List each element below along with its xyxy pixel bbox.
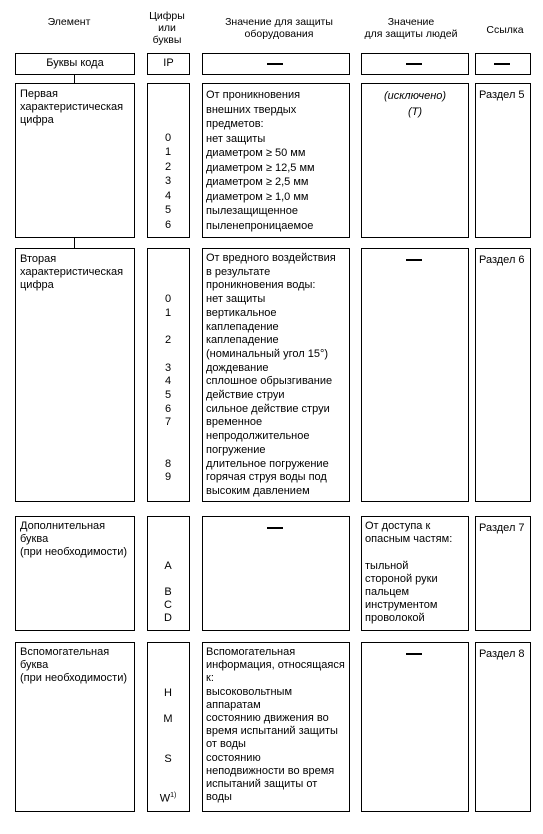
header-ref: Ссылка [486,24,524,36]
section1-label: Первая характеристическая цифра [20,88,124,126]
section3-people: От доступа к опасным частям: тыльной стороной руки пальцем инструментом проволокой [365,520,453,625]
section4-letter-m: M [163,713,173,725]
section3-ref: Раздел 7 [479,522,525,534]
section4-equipment-box [202,642,350,812]
code-equipment-box [202,53,350,75]
code-label-box [15,53,135,75]
section3-letter-d: D [164,612,172,625]
section1-digit-6: 6 [164,218,172,231]
section1-people-box [361,83,469,238]
section2-digit-4: 4 [164,375,172,388]
section4-people-box [361,642,469,812]
section2-digit-2: 2 [164,334,172,347]
section2-digit-3: 3 [164,361,172,374]
header-people: Значение для защиты людей [364,16,458,40]
section3-people-box [361,516,469,631]
code-people-dash [406,63,422,65]
connector-line-2 [74,238,75,248]
code-label: Буквы кода [46,57,104,69]
section3-equipment-box [202,516,350,631]
section4-label-box [15,642,135,812]
header-element: Элемент [47,16,91,28]
section2-digit-7: 7 [164,416,172,429]
code-ip: IP [163,57,174,69]
section1-digit-5: 5 [164,204,172,216]
section1-digits-box [147,83,190,238]
section1-equipment: От проникновения внешних твердых предметов: нет защиты диаметром ≥ 50 мм диаметром ≥ 12,5 мм диаметром ≥ 2,5 мм диаметром ≥ 1,0 мм пылезащищенное пыленепроницаемое [206,89,315,232]
section3-letter-b: B [164,586,172,598]
section1-digit-0: 0 [164,131,172,144]
section2-label-box [15,248,135,502]
section2-people-dash [406,259,422,261]
section3-letter-c: C [164,599,172,612]
section3-ref-box [475,516,531,631]
header-equipment: Значение для защиты оборудования [225,16,333,40]
section3-label: Дополнительная буква (при необходимости) [20,520,128,558]
header-digits: Цифры или буквы [149,10,185,46]
section4-equipment: Вспомогательная информация, относящаяся к: высоковольтным аппаратам состоянию движения во время испытаний защиты от воды состоянию неподвижности во время испытаний защиты от воды [206,646,345,804]
section2-equipment-box [202,248,350,502]
code-people-box [361,53,469,75]
section4-letters-box [147,642,190,812]
footnote-marker: 1) [170,792,177,800]
section1-digit-2: 2 [164,160,172,173]
section4-label: Вспомогательная буква (при необходимости) [20,646,128,684]
section2-digit-8: 8 [164,457,172,470]
code-ref-dash [494,63,510,65]
section1-ref-box [475,83,531,238]
connector-line-1 [74,75,75,83]
section2-digit-9: 9 [164,471,172,484]
code-ip-box [147,53,190,75]
section1-equipment-box [202,83,350,238]
section1-label-box [15,83,135,238]
section1-digit-4: 4 [164,189,172,202]
section2-ref-box [475,248,531,502]
section2-digit-5: 5 [164,389,172,401]
section4-ref: Раздел 8 [479,648,525,660]
section2-ref: Раздел 6 [479,254,525,266]
section1-people-t: (Т) [407,106,423,118]
section1-people-excluded: (исключено) [383,90,447,102]
section1-digit-1: 1 [164,146,172,158]
section2-equipment: От вредного воздействия в результате проникновения воды: нет защиты вертикальное каплепадение каплепадение (номинальный угол 15°) дождевание сплошное обрызгивание действие струи сильное действие струи временное непродолжительное погружение длительное погружение горячая струя воды под высоким давлением [206,252,336,497]
section1-ref: Раздел 5 [479,89,525,101]
section2-digit-6: 6 [164,402,172,415]
code-ref-box [475,53,531,75]
section1-digit-3: 3 [164,175,172,187]
section4-ref-box [475,642,531,812]
section3-letter-a: A [164,559,172,572]
section4-letter-s: S [164,752,172,765]
code-equipment-dash [267,63,283,65]
section4-letter-h: H [164,686,172,699]
section2-digit-1: 1 [164,306,172,319]
section3-equipment-dash [267,527,283,529]
section4-people-dash [406,653,422,655]
section2-digit-0: 0 [164,293,172,306]
section2-label: Вторая характеристическая цифра [20,253,124,291]
section2-people-box [361,248,469,502]
section3-label-box [15,516,135,631]
section4-letter-w: $W^{1)}$ [159,792,177,805]
section3-letters-box [147,516,190,631]
section2-digits-box [147,248,190,502]
